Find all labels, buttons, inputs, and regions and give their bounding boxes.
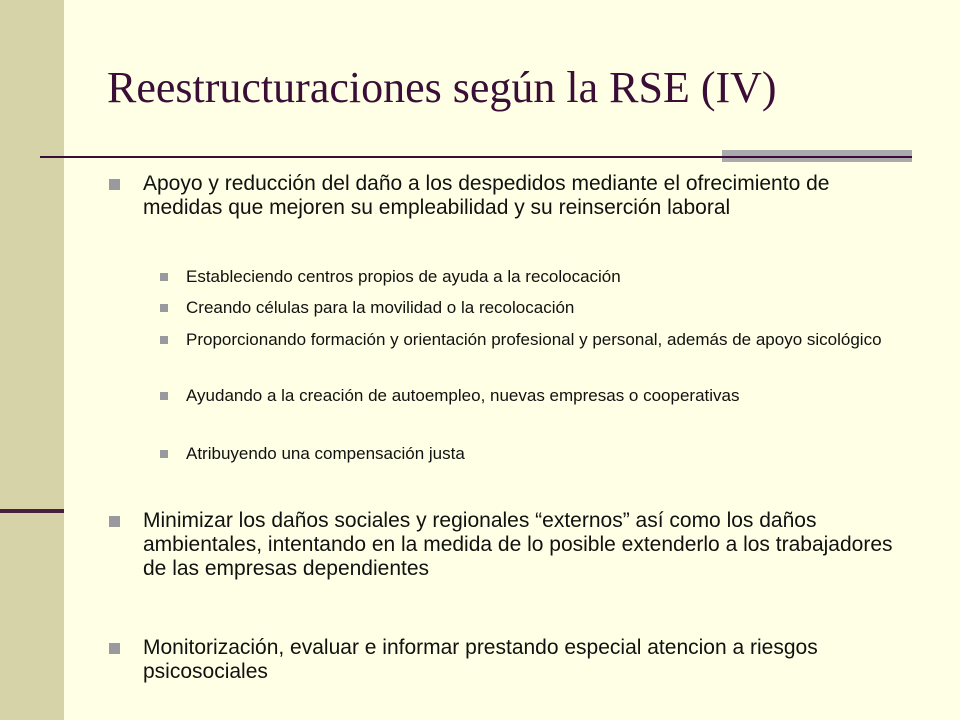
- sub-bullet-text: Ayudando a la creación de autoempleo, nuevas empresas o cooperativas: [186, 386, 740, 405]
- sub-bullet-text: Atribuyendo una compensación justa: [186, 444, 465, 463]
- bullet-marker: [109, 179, 120, 190]
- slide-title: Reestructuraciones según la RSE (IV): [107, 63, 777, 112]
- sub-bullet-marker: [160, 392, 168, 400]
- sub-bullet-text: Creando células para la movilidad o la recolocación: [186, 298, 575, 317]
- bullet-text: Monitorización, evaluar e informar prestando especial atencion a riesgos psicosociales: [143, 636, 818, 683]
- sub-bullet-text: Estableciendo centros propios de ayuda a la recolocación: [186, 267, 621, 286]
- left-decorative-band: [0, 0, 64, 720]
- bullet-text: Minimizar los daños sociales y regionales “externos” así como los daños ambientales, intentando en la medida de lo posible extenderlo a los trabajadores de las empresas dependientes: [143, 509, 893, 580]
- sub-bullet-marker: [160, 336, 168, 344]
- band-accent-line: [0, 509, 64, 513]
- title-divider-accent-line: [722, 156, 912, 158]
- sub-bullet-marker: [160, 450, 168, 458]
- bullet-marker: [109, 643, 120, 654]
- bullet-text: Apoyo y reducción del daño a los despedidos mediante el ofrecimiento de medidas que mejoren su empleabilidad y su reinserción laboral: [143, 172, 830, 219]
- sub-bullet-marker: [160, 273, 168, 281]
- sub-bullet-text: Proporcionando formación y orientación profesional y personal, además de apoyo sicológico: [186, 330, 882, 349]
- bullet-marker: [109, 516, 120, 527]
- sub-bullet-marker: [160, 304, 168, 312]
